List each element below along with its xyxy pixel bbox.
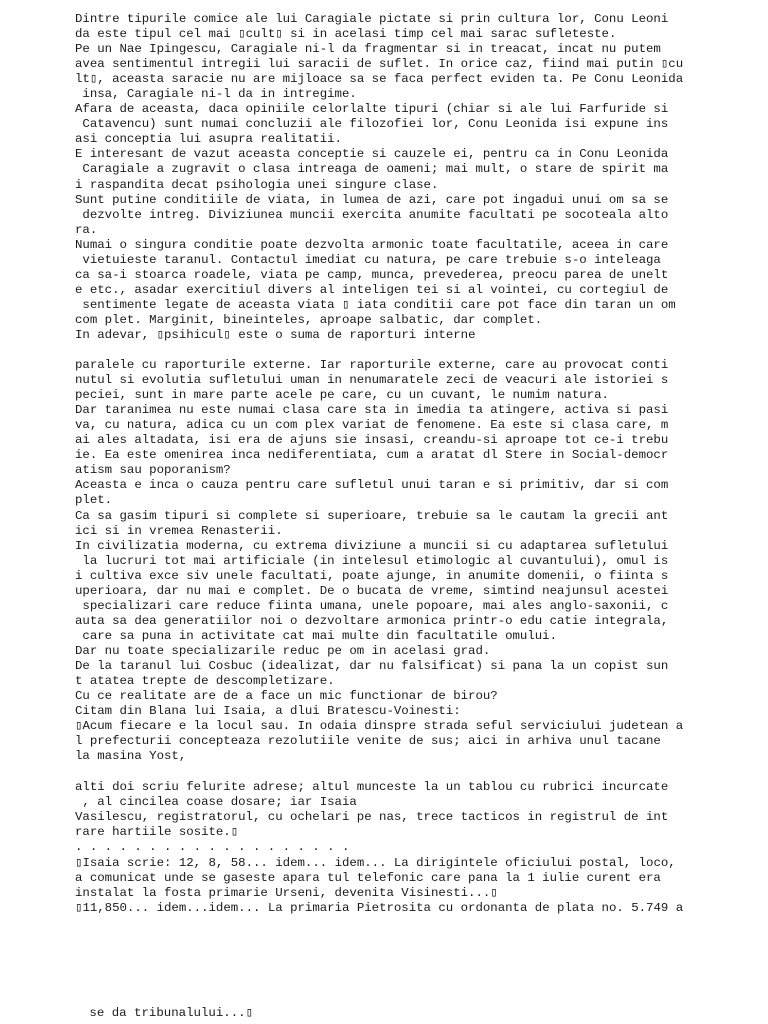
text-line: la lucruri tot mai artificiale (in intelesul etimologic al cuvantului), omul is — [75, 553, 669, 568]
ellipsis-divider: . . . . . . . . . . . . . . . . . . . — [75, 840, 350, 855]
text-line: auta sa dea generatiilor noi o dezvoltare armonica printr-o edu catie integrala, — [75, 613, 669, 628]
text-line: paralele cu raporturile externe. Iar raporturile externe, care au provocat conti — [75, 358, 669, 373]
text-line: Catavencu) sunt numai concluzii ale filozofiei lor, Conu Leonida isi expune ins — [75, 117, 669, 132]
text-line: avea sentimentul intregii lui saracii de suflet. In orice caz, fiind mai putin ▯cu — [75, 57, 684, 72]
text-line: ai ales altadata, isi era de ajuns sie insasi, creandu-si aproape tot ce-i trebu — [75, 433, 669, 448]
text-line: i raspandita decat psihologia unei singure clase. — [75, 177, 439, 192]
text-line: ie. Ea este omenirea inca nediferentiata, cum a aratat dl Stere in Social-democr — [75, 448, 669, 463]
text-line: vietuieste taranul. Contactul imediat cu natura, pe care trebuie s-o inteleaga — [75, 252, 661, 267]
text-line: Dar taranimea nu este numai clasa care sta in imedia ta atingere, activa si pasi — [75, 403, 669, 418]
text-line: i cultiva exce siv unele facultati, poate ajunge, in anumite domenii, o fiinta s — [75, 568, 669, 583]
text-line: Cu ce realitate are de a face un mic functionar de birou? — [75, 689, 498, 704]
page-bottom-line: se da tribunalului...▯ — [82, 1006, 254, 1020]
text-line: Numai o singura conditie poate dezvolta armonic toate facultatile, aceea in care — [75, 237, 669, 252]
text-line: Dintre tipurile comice ale lui Caragiale pictate si prin cultura lor, Conu Leoni — [75, 12, 669, 26]
text-line: a comunicat unde se gaseste apara tul telefonic care pana la 1 iulie curent era — [75, 870, 661, 885]
text-line: atism sau poporanism? — [75, 463, 231, 478]
text-line: ▯Isaia scrie: 12, 8, 58... idem... idem... La dirigintele oficiului postal, loco, — [75, 855, 676, 870]
paragraph-block-3 — [75, 780, 755, 915]
text-line: rare hartiile sosite.▯ — [75, 825, 239, 840]
text-line: Citam din Blana lui Isaia, a dlui Bratescu-Voinesti: — [75, 704, 461, 719]
text-line: t atatea trepte de descompletizare. — [75, 674, 335, 689]
text-line: ra. — [75, 222, 98, 237]
text-line: la masina Yost, — [75, 749, 187, 764]
text-line: ca sa-i stoarca roadele, viata pe camp, munca, prevederea, preocu parea de unelt — [75, 267, 669, 282]
text-line: Pe un Nae Ipingescu, Caragiale ni-l da fragmentar si in treacat, incat nu putem — [75, 42, 661, 57]
text-line: Dar nu toate specializarile reduc pe om in acelasi grad. — [75, 643, 491, 658]
text-line: ▯Acum fiecare e la locul sau. In odaia dinspre strada seful serviciului judetean a — [75, 719, 684, 734]
text-line: com plet. Marginit, bineinteles, aproape salbatic, dar complet. — [75, 312, 543, 327]
text-line: In civilizatia moderna, cu extrema diviziune a muncii si cu adaptarea sufletului — [75, 538, 669, 553]
text-line: ▯11,850... idem...idem... La primaria Pietrosita cu ordonanta de plata no. 5.749 a — [75, 900, 684, 915]
text-line: da este tipul cel mai ▯cult▯ si in acelasi timp cel mai sarac sufleteste. — [75, 27, 617, 42]
text-line: Aceasta e inca o cauza pentru care sufletul unui taran e si primitiv, dar si com — [75, 478, 669, 493]
text-line: Caragiale a zugravit o clasa intreaga de oameni; mai mult, o stare de spirit ma — [75, 162, 669, 177]
text-line: lt▯, aceasta saracie nu are mijloace sa se faca perfect eviden ta. Pe Conu Leonida — [75, 72, 684, 87]
text-line: Ca sa gasim tipuri si complete si superioare, trebuie sa le cautam la grecii ant — [75, 508, 669, 523]
text-line: l prefecturii concepteaza rezolutiile venite de sus; aici in arhiva unul tacane — [75, 734, 661, 749]
text-line: alti doi scriu felurite adrese; altul munceste la un tablou cu rubrici incurcate — [75, 780, 669, 795]
text-line: Sunt putine conditiile de viata, in lumea de azi, care pot ingadui unui om sa se — [75, 192, 669, 207]
text-line: ici si in vremea Renasterii. — [75, 523, 283, 538]
document-page — [75, 12, 755, 916]
text-line: nutul si evolutia sufletului uman in nenumaratele zeci de veacuri ale istoriei s — [75, 373, 669, 388]
text-line: care sa puna in activitate cat mai multe din facultatile omului. — [75, 628, 558, 643]
text-line: E interesant de vazut aceasta conceptie si cauzele ei, pentru ca in Conu Leonida — [75, 147, 669, 162]
text-line: peciei, sunt in mare parte acele pe care, cu un cuvant, le numim natura. — [75, 388, 609, 403]
text-line: , al cincilea coase dosare; iar Isaia — [75, 795, 357, 810]
text-line: instalat la fosta primarie Urseni, devenita Visinesti...▯ — [75, 885, 498, 900]
paragraph-gap — [75, 343, 755, 358]
text-line: asi conceptia lui asupra realitatii. — [75, 132, 342, 147]
text-line: e etc., asadar exercitiul divers al inteligen tei si al vointei, cu cortegiul de — [75, 282, 669, 297]
text-line: uperioara, dar nu mai e complet. De o bucata de vreme, simtind neajunsul acestei — [75, 583, 669, 598]
text-line: specializari care reduce fiinta umana, unele popoare, mai ales anglo-saxonii, c — [75, 598, 669, 613]
text-line: va, cu natura, adica cu un com plex variat de fenomene. Ea este si clasa care, m — [75, 418, 669, 433]
paragraph-gap — [75, 764, 755, 780]
text-line: insa, Caragiale ni-l da in intregime. — [75, 87, 357, 102]
text-line: De la taranul lui Cosbuc (idealizat, dar nu falsificat) si pana la un copist sun — [75, 658, 669, 673]
text-line: Vasilescu, registratorul, cu ochelari pe nas, trece tacticos in registrul de int — [75, 810, 669, 825]
paragraph-block-1 — [75, 12, 755, 343]
text-line: plet. — [75, 493, 113, 508]
text-line: Afara de aceasta, daca opiniile celorlalte tipuri (chiar si ale lui Farfuride si — [75, 102, 669, 117]
text-line: sentimente legate de aceasta viata ▯ iata conditii care pot face din taran un om — [75, 297, 676, 312]
text-line: In adevar, ▯psihicul▯ este o suma de raporturi interne — [75, 327, 476, 342]
text-line: dezvolte intreg. Diviziunea muncii exercita anumite facultati pe socoteala alto — [75, 207, 669, 222]
paragraph-block-2 — [75, 358, 755, 764]
